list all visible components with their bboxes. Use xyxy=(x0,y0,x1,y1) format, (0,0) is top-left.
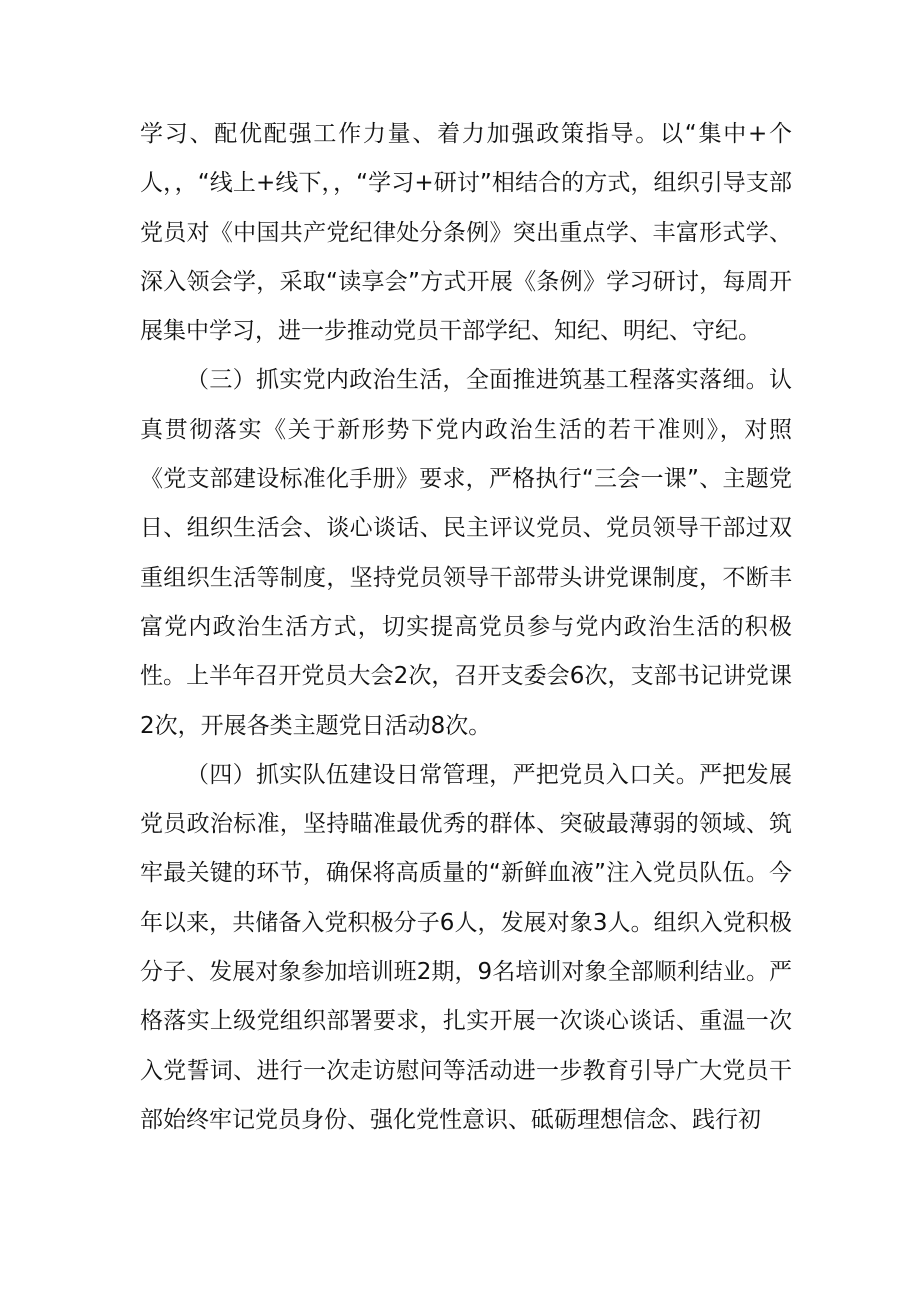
paragraph-study-discipline: 学习、配优配强工作力量、着力加强政策指导。以“集中+个人，，“线上+线下，，“学习+研讨”相结合的方式，组织引导支部党员对《中国共产党纪律处分条例》突出重点学、丰富形式学、深入领会学，采取“读享会”方式开展《条例》学习研讨，每周开展集中学习，进一步推动党员干部学纪、知纪、明纪、守纪。 xyxy=(140,121,792,345)
document-body xyxy=(140,110,792,1145)
paragraph-team-building: （四）抓实队伍建设日常管理，严把党员入口关。严把发展党员政治标准，坚持瞄准最优秀的群体、突破最薄弱的领域、筑牢最关键的环节，确保将高质量的“新鲜血液”注入党员队伍。今年以来，共储备入党积极分子6人，发展对象3人。组织入党积极分子、发展对象参加培训班2期，9名培训对象全部顺利结业。严格落实上级党组织部署要求，扎实开展一次谈心谈话、重温一次入党誓词、进行一次走访慰问等活动进一步教育引导广大党员干部始终牢记党员身份、强化党性意识、砥砺理想信念、践行初 xyxy=(140,761,792,1133)
paragraph-political-life: （三）抓实党内政治生活，全面推进筑基工程落实落细。认真贯彻落实《关于新形势下党内政治生活的若干准则》，对照《党支部建设标准化手册》要求，严格执行“三会一课”、主题党日、组织生活会、谈心谈话、民主评议党员、党员领导干部过双重组织生活等制度，坚持党员领导干部带头讲党课制度，不断丰富党内政治生活方式，切实提高党员参与党内政治生活的积极性。上半年召开党员大会2次，召开支委会6次，支部书记讲党课2次，开展各类主题党日活动8次。 xyxy=(140,367,792,739)
